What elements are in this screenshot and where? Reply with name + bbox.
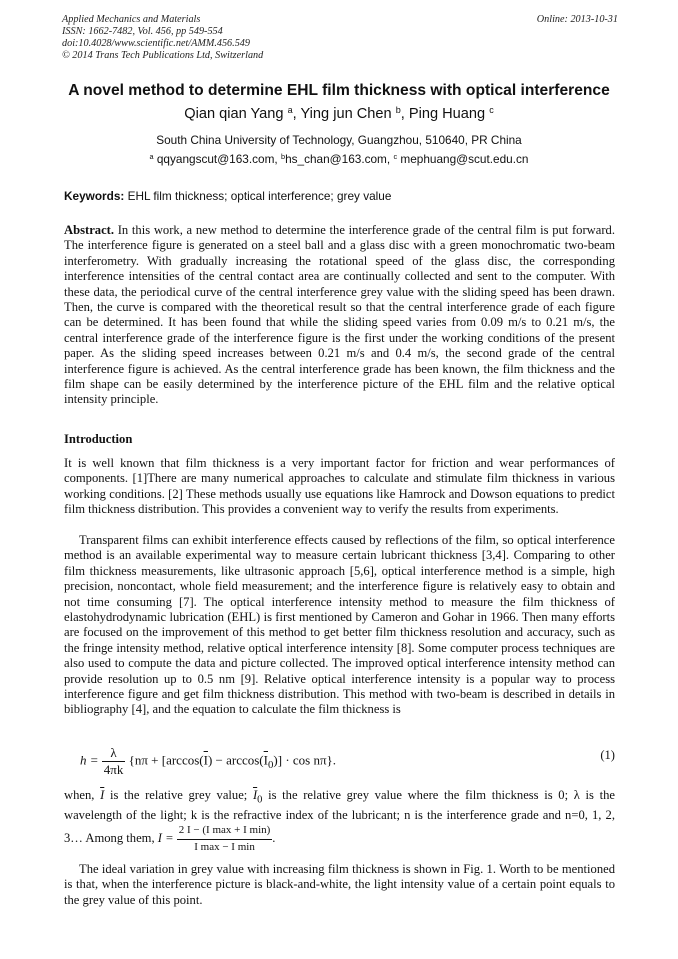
keywords bbox=[64, 189, 391, 203]
intro-paragraph-4: The ideal variation in grey value with increasing film thickness is shown in Fig. 1. Worth to be mentioned is that, when the interference picture is black-and-white, the light intensity value of a certain point equals to the grey value of this point. bbox=[64, 862, 615, 907]
copyright-line: © 2014 Trans Tech Publications Ltd, Switzerland bbox=[62, 50, 264, 61]
paper-title: A novel method to determine EHL film thickness with optical interference bbox=[68, 82, 610, 99]
eq-body: {nπ + [arccos( bbox=[128, 752, 204, 768]
intro-paragraph-3 bbox=[64, 788, 615, 855]
email-list bbox=[40, 152, 638, 166]
intro-paragraph-1: It is well known that film thickness is a very important factor for friction and wear performances of components. [1]There are many numerical approaches to calculate and stimulate film thickness in various working conditions. [2] These methods usually use equations like Hamrock and Dowson equations to predict film thickness distribution. This provides a convenient way to verify the results from experiments. bbox=[64, 456, 615, 517]
abstract-label: Abstract. bbox=[64, 223, 115, 237]
equation-1 bbox=[80, 745, 615, 775]
online-date: Online: 2013-10-31 bbox=[536, 14, 618, 25]
author-list bbox=[40, 106, 638, 122]
author-name: , Ping Huang bbox=[400, 106, 486, 122]
text-run: is the relative grey value; bbox=[104, 788, 253, 802]
journal-name: Applied Mechanics and Materials bbox=[62, 14, 201, 25]
eq-ibar: $\overline{I}$ bbox=[203, 752, 208, 768]
email-mark: a bbox=[149, 151, 154, 161]
keywords-text: EHL film thickness; optical interference; grey value bbox=[124, 189, 392, 203]
eq2-numerator: 2 I − (I max + I min) bbox=[177, 823, 273, 839]
author-name: , Ying jun Chen bbox=[292, 106, 392, 122]
eq-dot: . bbox=[332, 752, 337, 768]
i0-sub: 0 bbox=[257, 794, 263, 806]
abstract bbox=[64, 223, 615, 408]
doi-line: doi:10.4028/www.scientific.net/AMM.456.549 bbox=[62, 38, 250, 49]
section-heading: Introduction bbox=[64, 432, 133, 446]
keywords-label: Keywords: bbox=[64, 189, 125, 203]
ibar-symbol: $\overline{I}$ bbox=[100, 788, 105, 802]
journal-header bbox=[62, 14, 618, 62]
equation-number: (1) bbox=[600, 748, 615, 762]
issn-line: ISSN: 1662-7482, Vol. 456, pp 549-554 bbox=[62, 26, 223, 37]
abstract-text: In this work, a new method to determine the interference grade of the central film is put forward. The interference figure is generated on a steel ball and a glass disc with a green monochromatic two-beam interferometry. With gradually increasing the rotational speed of the glass disc, the corresponding interference intensities of the central contact area are continually collected and sent to the computer. With these data, the periodical curve of the central interference grey value with the sliding speed has been drawn. Then, the curve is compared with the theoretical result so that the central interference grade of each figure can be determined. It has been found that while the sliding speed varies from 0.09 m/s to 0.21 m/s, the central interference grade of the interference figure is the first under the working conditions of the present paper. As the sliding speed increases between 0.21 m/s and 0.4 m/s, the second grade of the central interference figure is achieved. As the central interference grade has been known, the film thickness and the film shape can be easily determined by the interference picture of the EHL film and the relative optical intensity principle. bbox=[64, 223, 615, 407]
i0-symbol: $\overline{I}$ bbox=[252, 788, 258, 802]
eq2-denominator: I max − I min bbox=[194, 840, 255, 853]
author-mark: a bbox=[287, 105, 293, 116]
eq-lhs: h = bbox=[80, 752, 99, 768]
affiliation: South China University of Technology, Guangzhou, 510640, PR China bbox=[156, 133, 522, 147]
text-run: when, bbox=[64, 788, 101, 802]
email: qqyangscut@163.com, bbox=[153, 152, 281, 166]
eq-tail: )] · cos nπ} bbox=[273, 752, 333, 768]
eq-numerator: λ bbox=[102, 745, 126, 762]
author-mark: b bbox=[395, 105, 401, 116]
author-mark: c bbox=[489, 105, 494, 116]
eq2-lhs: I = bbox=[157, 831, 174, 846]
email: mephuang@scut.edu.cn bbox=[397, 152, 529, 166]
eq2-dot: . bbox=[272, 831, 276, 846]
eq-denominator: 4πk bbox=[103, 762, 124, 777]
email: hs_chan@163.com, bbox=[285, 152, 394, 166]
intro-paragraph-2: Transparent films can exhibit interference effects caused by reflections of the film, so optical interference method is an available experimental way to measure certain lubricant thickness [3,4]. Comparing to other film thickness measurements, like ultrasonic approach [5,6], optical interference method is a simple, high precision, noncontact, whole field measurement; and the interference figure is relatively easy to obtain and not time consuming [7]. The optical interference intensity method to measure the film thickness of elastohydrodynamic lubrication (EHL) is first mentioned by Cameron and Gohar in 1966. Then many efforts are focused on the improvement of this method to get better film thickness resolution and accuracy, such as the fringe intensity method, relative optical interference intensity [8]. Some computer process techniques are also used to compute the data and picture collected. The improved optical interference intensity method can provide resolution up to 0.5 nm [9]. Relative optical interference intensity is a popular way to process interference figure and get film thickness distribution. This method with two-beam is described in details in bibliography [4], and the equation to calculate the film thickness is bbox=[64, 533, 615, 717]
email-mark: c bbox=[393, 151, 398, 161]
text-run: is the relative grey value where the film thickness is 0; λ is the wavelength of the light; k is the refractive index of the lubricant; n is the interference grade and n=0, 1, 2, 3… Among them, bbox=[64, 788, 615, 846]
eq-i0-sub: 0 bbox=[268, 759, 274, 772]
author-name: Qian qian Yang bbox=[184, 106, 284, 122]
eq-i0: $\overline{I}$ bbox=[263, 752, 268, 768]
eq-mid: ) − arccos( bbox=[207, 752, 264, 768]
eq2-fraction bbox=[177, 823, 276, 855]
email-mark: b bbox=[281, 151, 286, 161]
eq-fraction bbox=[102, 745, 126, 778]
